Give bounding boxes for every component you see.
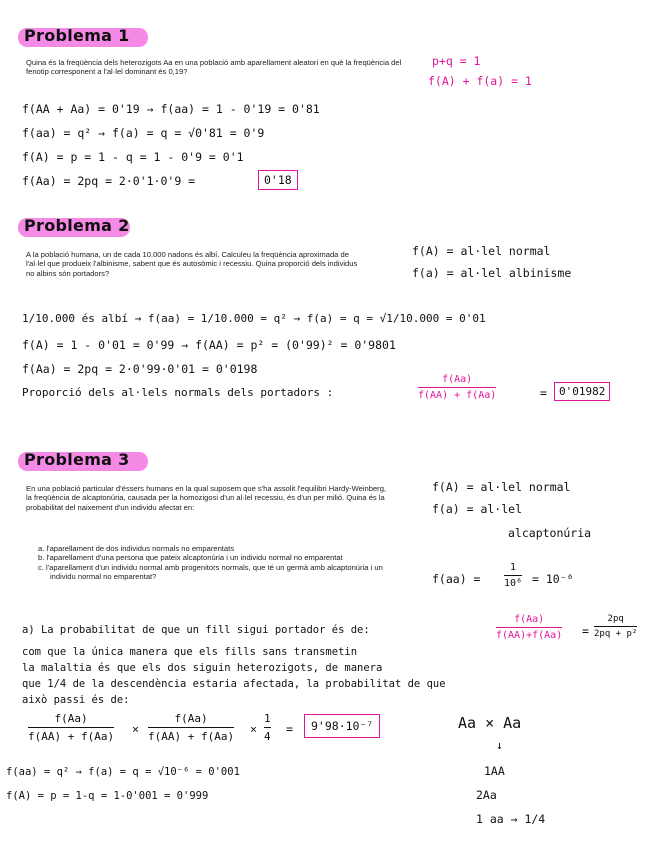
- problem-3-fraction-a: [496, 614, 562, 641]
- problem-3-cross-arrow: ↓: [496, 738, 503, 752]
- problem-3-product-fraction-2: [148, 712, 234, 743]
- problem-3-line-a1: a) La probabilitat de que un fill sigui portador és de:: [22, 624, 370, 636]
- problem-1-line-3: f(A) = p = 1 - q = 1 - 0'9 = 0'1: [22, 150, 244, 164]
- problem-3-result-3: 1 aa → 1/4: [476, 812, 546, 826]
- problem-3-line-a2: com que la única manera que els fills sans transmetin: [22, 646, 358, 658]
- problem-3-line-a3: la malaltia és que els dos siguin heterozigots, de manera: [22, 662, 383, 674]
- problem-3-calc-2: f(A) = p = 1-q = 1-0'001 = 0'999: [6, 790, 209, 802]
- fraction-a-numerator: f(Aa): [514, 614, 545, 625]
- problem-2-line-3: f(Aa) = 2pq = 2·0'99·0'01 = 0'0198: [22, 362, 258, 376]
- problem-3-line-a4: que 1/4 de la descendència estaria afectada, la probabilitat de que: [22, 678, 446, 690]
- problem-2-line-2: f(A) = 1 - 0'01 = 0'99 → f(AA) = p² = (0'99)² = 0'9801: [22, 338, 396, 352]
- problem-2-proportion-label: Proporció dels al·lels normals dels portadors :: [22, 386, 334, 399]
- problem-3-cross: Aa × Aa: [458, 714, 522, 732]
- problem-3-options: [30, 544, 390, 581]
- problem-1-title: Problema 1: [24, 26, 130, 45]
- problem-2-fraction-numerator: f(Aa): [442, 374, 473, 385]
- problem-3-equals-2: =: [286, 722, 293, 736]
- problem-2-note-1: f(A) = al·lel normal: [412, 244, 551, 258]
- problem-2-note-2: f(a) = al·lel albinisme: [412, 266, 572, 280]
- problem-2-title: Problema 2: [24, 216, 130, 235]
- fraction-bar: [504, 575, 522, 576]
- problem-3-line-a5: això passi és de:: [22, 694, 130, 706]
- fraction-bar: [594, 626, 637, 627]
- problem-3-answer: 9'98·10⁻⁷: [304, 714, 380, 738]
- problem-3-product-fraction-1: [28, 712, 114, 743]
- fraction-bar: [264, 727, 271, 728]
- product-1-numerator: f(Aa): [54, 712, 88, 725]
- fraction-bar: [496, 627, 562, 628]
- problem-2-equals: =: [540, 386, 547, 400]
- problem-3-quarter-fraction: [264, 712, 271, 743]
- problem-3-result-1: 1AA: [484, 764, 505, 778]
- fraction-bar: [418, 387, 496, 388]
- quarter-denominator: 4: [264, 730, 271, 743]
- product-2-denominator: f(AA) + f(Aa): [148, 730, 235, 743]
- problem-3-option-b: b. l'aparellament d'una persona que pateix alcaptonúria i un individu normal no emparentat: [38, 553, 343, 563]
- problem-3-note-4-tail: = 10⁻⁶: [532, 572, 574, 586]
- fraction-a-denominator: f(AA)+f(Aa): [496, 630, 563, 641]
- fraction-bar: [148, 727, 234, 728]
- problem-2-fraction: [418, 374, 496, 401]
- problem-3-statement: En una població particular d'éssers humans en la qual suposem que s'ha assolit l'equilibri Hardy-Weinberg, la freqüència de alcaptonúria, causada per la homozigosi d'un al·lel recessiu, és d'un per milió. Quina és la probabilitat del naixement d'un individu afectat en:: [26, 484, 387, 512]
- problem-1-line-2: f(aa) = q² → f(a) = q = √0'81 = 0'9: [22, 126, 265, 140]
- problem-3-option-c: c. l'aparellament d'un individu normal amb progenitors normals, que té un germà amb alcaptonúria i un individu normal no emparentat?: [38, 562, 383, 581]
- problem-3-note-2: f(a) = al·lel: [432, 502, 523, 516]
- problem-2-statement: A la població humana, un de cada 10.000 nadons és albí. Calculeu la freqüència aproximada de l'al·lel que produeix l'albinisme, sabent que és autosòmic i recessiu. Quina proporció dels individus no albins són portadors?: [26, 250, 358, 278]
- problem-3-times-2: ×: [250, 722, 257, 736]
- problem-2-answer: 0'01982: [554, 382, 610, 401]
- problem-3-calc-1: f(aa) = q² → f(a) = q = √10⁻⁶ = 0'001: [6, 766, 240, 778]
- problem-1-note-1: p+q = 1: [432, 54, 481, 68]
- fraction-b-denominator: 2pq + p²: [594, 629, 638, 639]
- problem-3-note-fraction: [504, 562, 522, 589]
- problem-1-answer: 0'18: [258, 170, 298, 190]
- problem-3-note-1: f(A) = al·lel normal: [432, 480, 571, 494]
- problem-3-result-2: 2Aa: [476, 788, 497, 802]
- problem-3-note-4: f(aa) =: [432, 572, 481, 586]
- product-2-numerator: f(Aa): [174, 712, 208, 725]
- problem-1-note-2: f(A) + f(a) = 1: [428, 74, 532, 88]
- fraction-b-numerator: 2pq: [607, 614, 624, 624]
- problem-1-line-4: f(Aa) = 2pq = 2·0'1·0'9 =: [22, 174, 196, 188]
- note-fraction-denominator: 10⁶: [504, 578, 523, 589]
- product-1-denominator: f(AA) + f(Aa): [28, 730, 115, 743]
- problem-3-option-a: a. l'aparellament de dos individus normals no emparentats: [38, 544, 235, 553]
- quarter-numerator: 1: [264, 712, 271, 725]
- problem-1-line-1: f(AA + Aa) = 0'19 → f(aa) = 1 - 0'19 = 0'81: [22, 102, 320, 116]
- fraction-bar: [28, 727, 114, 728]
- problem-3-times-1: ×: [132, 722, 139, 736]
- problem-3-note-3: alcaptonúria: [508, 526, 592, 540]
- problem-2-fraction-denominator: f(AA) + f(Aa): [418, 390, 497, 401]
- note-fraction-numerator: 1: [510, 562, 517, 573]
- problem-1-statement: Quina és la freqüència dels heterozigots Aa en una població amb aparellament aleatori en què la freqüència del fenotip corresponent a l'al·lel dominant és 0,19?: [26, 58, 402, 77]
- problem-3-equals-1: =: [582, 624, 589, 638]
- problem-3-fraction-b: [594, 614, 637, 639]
- problem-3-title: Problema 3: [24, 450, 130, 469]
- problem-2-line-1: 1/10.000 és albí → f(aa) = 1/10.000 = q² → f(a) = q = √1/10.000 = 0'01: [22, 312, 486, 325]
